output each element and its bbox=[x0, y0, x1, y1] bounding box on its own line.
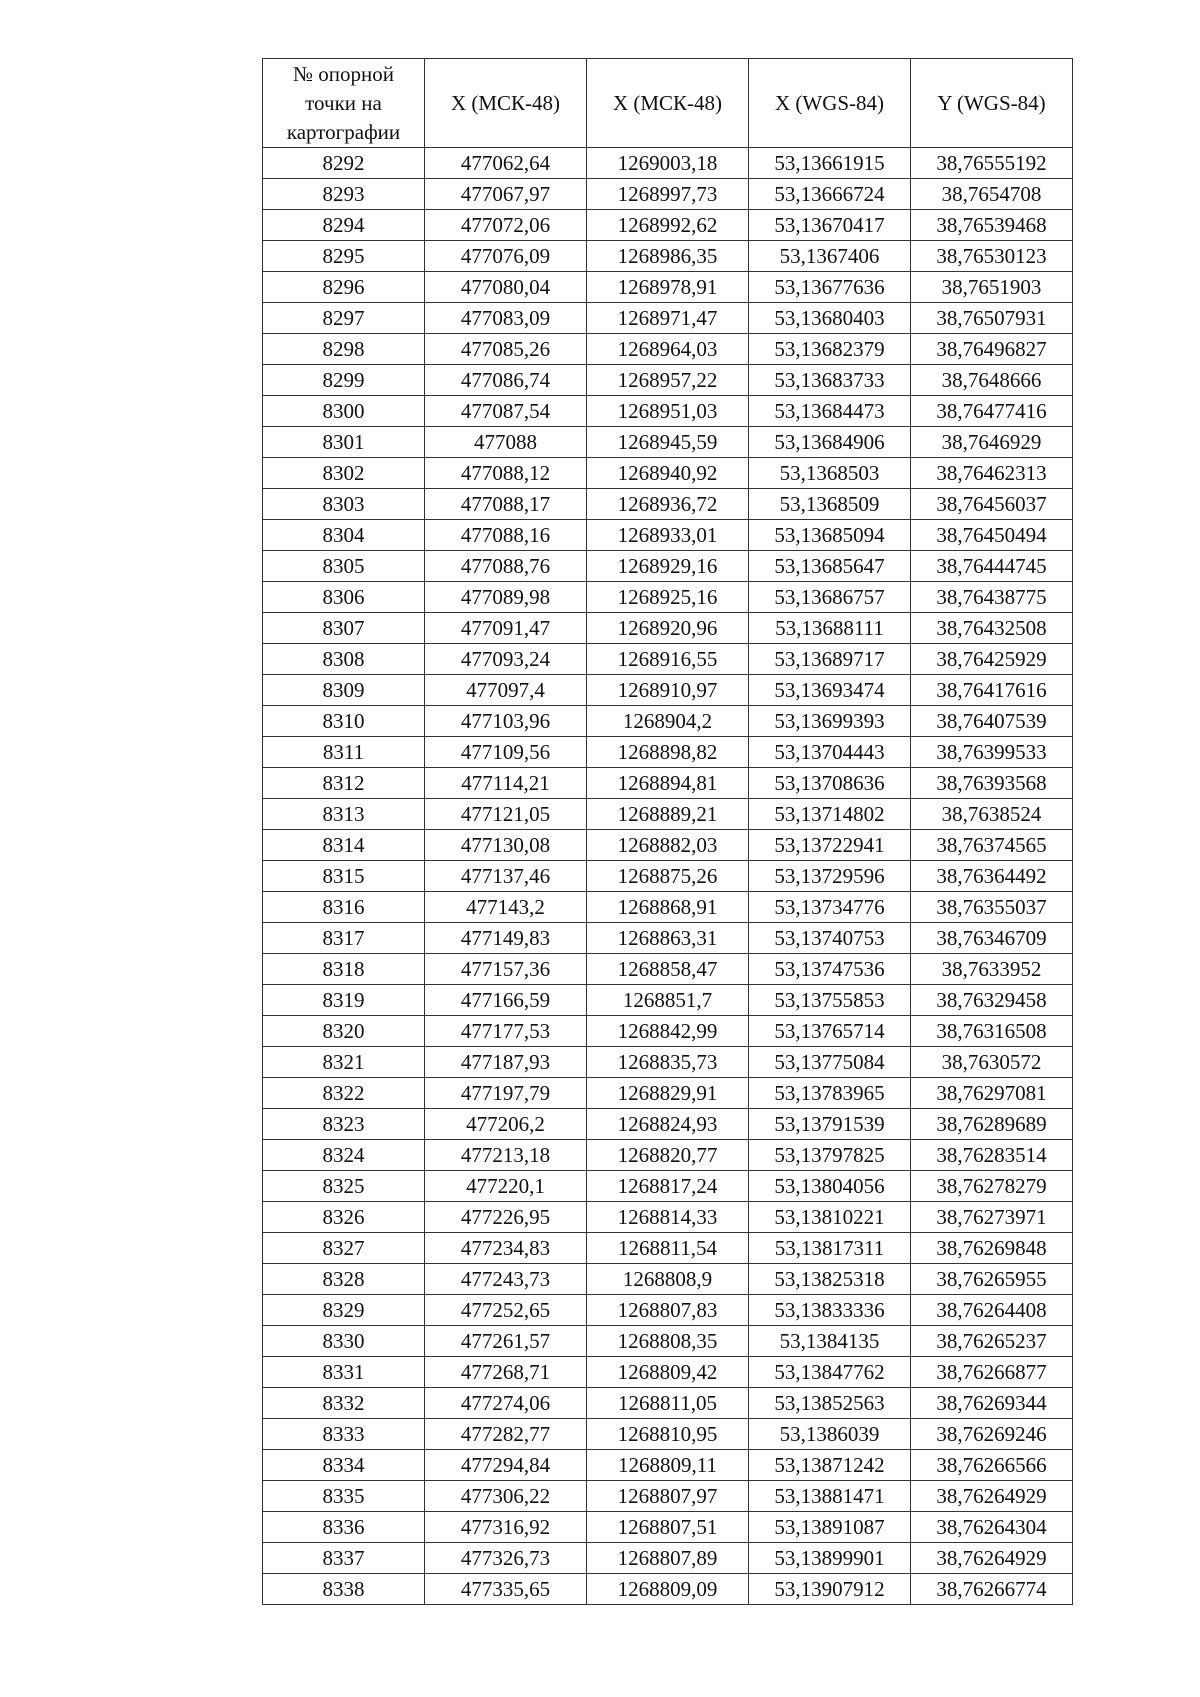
cell-x-wgs84: 53,13685647 bbox=[749, 551, 911, 582]
table-row bbox=[263, 892, 1073, 923]
cell-y-wgs84: 38,76329458 bbox=[911, 985, 1073, 1016]
cell-y-wgs84: 38,76374565 bbox=[911, 830, 1073, 861]
cell-x-msk48: 477121,05 bbox=[425, 799, 587, 830]
cell-point-number: 8315 bbox=[263, 861, 425, 892]
cell-x-wgs84: 53,13747536 bbox=[749, 954, 911, 985]
cell-x-msk48-second: 1268997,73 bbox=[587, 179, 749, 210]
cell-point-number: 8304 bbox=[263, 520, 425, 551]
cell-point-number: 8327 bbox=[263, 1233, 425, 1264]
cell-point-number: 8323 bbox=[263, 1109, 425, 1140]
cell-point-number: 8317 bbox=[263, 923, 425, 954]
cell-x-wgs84: 53,13755853 bbox=[749, 985, 911, 1016]
table-row bbox=[263, 148, 1073, 179]
table-row bbox=[263, 365, 1073, 396]
cell-x-wgs84: 53,13881471 bbox=[749, 1481, 911, 1512]
cell-x-msk48-second: 1268986,35 bbox=[587, 241, 749, 272]
cell-x-msk48-second: 1268868,91 bbox=[587, 892, 749, 923]
cell-x-msk48: 477137,46 bbox=[425, 861, 587, 892]
cell-x-msk48: 477093,24 bbox=[425, 644, 587, 675]
cell-y-wgs84: 38,7633952 bbox=[911, 954, 1073, 985]
cell-x-msk48-second: 1268811,05 bbox=[587, 1388, 749, 1419]
cell-point-number: 8325 bbox=[263, 1171, 425, 1202]
cell-x-wgs84: 53,13684473 bbox=[749, 396, 911, 427]
cell-x-msk48-second: 1268851,7 bbox=[587, 985, 749, 1016]
cell-x-msk48-second: 1268936,72 bbox=[587, 489, 749, 520]
cell-x-wgs84: 53,13693474 bbox=[749, 675, 911, 706]
cell-x-msk48-second: 1268811,54 bbox=[587, 1233, 749, 1264]
cell-y-wgs84: 38,76393568 bbox=[911, 768, 1073, 799]
cell-x-msk48-second: 1268929,16 bbox=[587, 551, 749, 582]
table-row bbox=[263, 1481, 1073, 1512]
cell-y-wgs84: 38,76269848 bbox=[911, 1233, 1073, 1264]
cell-y-wgs84: 38,7630572 bbox=[911, 1047, 1073, 1078]
cell-x-wgs84: 53,13683733 bbox=[749, 365, 911, 396]
cell-y-wgs84: 38,76496827 bbox=[911, 334, 1073, 365]
cell-x-msk48: 477261,57 bbox=[425, 1326, 587, 1357]
table-row bbox=[263, 1078, 1073, 1109]
table-row bbox=[263, 458, 1073, 489]
cell-x-msk48: 477080,04 bbox=[425, 272, 587, 303]
cell-x-wgs84: 53,1368503 bbox=[749, 458, 911, 489]
cell-point-number: 8328 bbox=[263, 1264, 425, 1295]
cell-x-msk48-second: 1268809,11 bbox=[587, 1450, 749, 1481]
cell-point-number: 8300 bbox=[263, 396, 425, 427]
cell-y-wgs84: 38,76264408 bbox=[911, 1295, 1073, 1326]
table-row bbox=[263, 303, 1073, 334]
table-row bbox=[263, 210, 1073, 241]
cell-x-msk48: 477177,53 bbox=[425, 1016, 587, 1047]
header-x-wgs84: X (WGS-84) bbox=[749, 59, 911, 148]
cell-x-msk48: 477226,95 bbox=[425, 1202, 587, 1233]
table-row bbox=[263, 1419, 1073, 1450]
cell-x-msk48: 477149,83 bbox=[425, 923, 587, 954]
cell-y-wgs84: 38,76265237 bbox=[911, 1326, 1073, 1357]
cell-x-msk48: 477062,64 bbox=[425, 148, 587, 179]
cell-point-number: 8312 bbox=[263, 768, 425, 799]
cell-y-wgs84: 38,76444745 bbox=[911, 551, 1073, 582]
cell-x-wgs84: 53,1384135 bbox=[749, 1326, 911, 1357]
cell-x-wgs84: 53,13847762 bbox=[749, 1357, 911, 1388]
cell-point-number: 8303 bbox=[263, 489, 425, 520]
cell-point-number: 8306 bbox=[263, 582, 425, 613]
cell-x-wgs84: 53,13740753 bbox=[749, 923, 911, 954]
cell-point-number: 8298 bbox=[263, 334, 425, 365]
cell-x-msk48: 477166,59 bbox=[425, 985, 587, 1016]
cell-x-msk48-second: 1268940,92 bbox=[587, 458, 749, 489]
cell-y-wgs84: 38,76297081 bbox=[911, 1078, 1073, 1109]
cell-x-msk48-second: 1268916,55 bbox=[587, 644, 749, 675]
cell-y-wgs84: 38,76264304 bbox=[911, 1512, 1073, 1543]
cell-x-wgs84: 53,13666724 bbox=[749, 179, 911, 210]
cell-x-msk48-second: 1268807,51 bbox=[587, 1512, 749, 1543]
cell-point-number: 8322 bbox=[263, 1078, 425, 1109]
table-row bbox=[263, 613, 1073, 644]
cell-y-wgs84: 38,76555192 bbox=[911, 148, 1073, 179]
header-x-msk48-second: X (МСК-48) bbox=[587, 59, 749, 148]
cell-x-wgs84: 53,13797825 bbox=[749, 1140, 911, 1171]
cell-x-msk48: 477103,96 bbox=[425, 706, 587, 737]
cell-x-msk48: 477088,17 bbox=[425, 489, 587, 520]
cell-x-msk48: 477294,84 bbox=[425, 1450, 587, 1481]
cell-x-msk48: 477130,08 bbox=[425, 830, 587, 861]
cell-y-wgs84: 38,76539468 bbox=[911, 210, 1073, 241]
cell-point-number: 8334 bbox=[263, 1450, 425, 1481]
cell-x-msk48-second: 1268824,93 bbox=[587, 1109, 749, 1140]
cell-y-wgs84: 38,7654708 bbox=[911, 179, 1073, 210]
cell-x-wgs84: 53,13791539 bbox=[749, 1109, 911, 1140]
cell-x-msk48-second: 1268809,42 bbox=[587, 1357, 749, 1388]
cell-x-msk48: 477083,09 bbox=[425, 303, 587, 334]
cell-x-msk48-second: 1268814,33 bbox=[587, 1202, 749, 1233]
cell-x-msk48: 477268,71 bbox=[425, 1357, 587, 1388]
header-row bbox=[263, 59, 1073, 148]
cell-y-wgs84: 38,76462313 bbox=[911, 458, 1073, 489]
cell-x-msk48: 477220,1 bbox=[425, 1171, 587, 1202]
cell-x-msk48-second: 1268807,83 bbox=[587, 1295, 749, 1326]
table-row bbox=[263, 1512, 1073, 1543]
table-row bbox=[263, 1574, 1073, 1605]
cell-point-number: 8338 bbox=[263, 1574, 425, 1605]
table-row bbox=[263, 551, 1073, 582]
cell-point-number: 8310 bbox=[263, 706, 425, 737]
cell-y-wgs84: 38,76507931 bbox=[911, 303, 1073, 334]
cell-y-wgs84: 38,76456037 bbox=[911, 489, 1073, 520]
coordinates-table bbox=[262, 58, 1073, 1605]
cell-x-wgs84: 53,13783965 bbox=[749, 1078, 911, 1109]
cell-y-wgs84: 38,7638524 bbox=[911, 799, 1073, 830]
table-row bbox=[263, 1047, 1073, 1078]
cell-point-number: 8324 bbox=[263, 1140, 425, 1171]
cell-point-number: 8314 bbox=[263, 830, 425, 861]
table-row bbox=[263, 241, 1073, 272]
table-row bbox=[263, 334, 1073, 365]
table-row bbox=[263, 1016, 1073, 1047]
table-row bbox=[263, 861, 1073, 892]
cell-y-wgs84: 38,76269246 bbox=[911, 1419, 1073, 1450]
cell-x-msk48-second: 1268842,99 bbox=[587, 1016, 749, 1047]
cell-x-msk48: 477213,18 bbox=[425, 1140, 587, 1171]
cell-y-wgs84: 38,76264929 bbox=[911, 1543, 1073, 1574]
cell-x-msk48-second: 1268820,77 bbox=[587, 1140, 749, 1171]
cell-x-wgs84: 53,13714802 bbox=[749, 799, 911, 830]
table-row bbox=[263, 985, 1073, 1016]
cell-y-wgs84: 38,76273971 bbox=[911, 1202, 1073, 1233]
cell-y-wgs84: 38,7648666 bbox=[911, 365, 1073, 396]
table-row bbox=[263, 272, 1073, 303]
cell-x-msk48: 477086,74 bbox=[425, 365, 587, 396]
cell-y-wgs84: 38,76269344 bbox=[911, 1388, 1073, 1419]
table-row bbox=[263, 830, 1073, 861]
cell-x-msk48: 477088 bbox=[425, 427, 587, 458]
cell-x-wgs84: 53,13704443 bbox=[749, 737, 911, 768]
table-row bbox=[263, 1450, 1073, 1481]
cell-x-msk48: 477326,73 bbox=[425, 1543, 587, 1574]
cell-x-msk48: 477088,12 bbox=[425, 458, 587, 489]
cell-x-msk48: 477072,06 bbox=[425, 210, 587, 241]
table-row bbox=[263, 1140, 1073, 1171]
table-row bbox=[263, 954, 1073, 985]
cell-x-msk48: 477143,2 bbox=[425, 892, 587, 923]
table-row bbox=[263, 1109, 1073, 1140]
cell-x-msk48-second: 1268809,09 bbox=[587, 1574, 749, 1605]
cell-x-wgs84: 53,13670417 bbox=[749, 210, 911, 241]
cell-x-wgs84: 53,13708636 bbox=[749, 768, 911, 799]
cell-point-number: 8318 bbox=[263, 954, 425, 985]
cell-y-wgs84: 38,7651903 bbox=[911, 272, 1073, 303]
cell-x-msk48: 477088,16 bbox=[425, 520, 587, 551]
cell-x-wgs84: 53,13825318 bbox=[749, 1264, 911, 1295]
table-row bbox=[263, 1171, 1073, 1202]
cell-x-wgs84: 53,13682379 bbox=[749, 334, 911, 365]
table-row bbox=[263, 644, 1073, 675]
cell-x-msk48-second: 1268808,9 bbox=[587, 1264, 749, 1295]
table-row bbox=[263, 1295, 1073, 1326]
cell-x-msk48: 477088,76 bbox=[425, 551, 587, 582]
cell-x-msk48-second: 1268858,47 bbox=[587, 954, 749, 985]
cell-point-number: 8329 bbox=[263, 1295, 425, 1326]
cell-x-msk48: 477085,26 bbox=[425, 334, 587, 365]
cell-point-number: 8299 bbox=[263, 365, 425, 396]
cell-x-wgs84: 53,13688111 bbox=[749, 613, 911, 644]
cell-y-wgs84: 38,76346709 bbox=[911, 923, 1073, 954]
cell-point-number: 8307 bbox=[263, 613, 425, 644]
cell-point-number: 8305 bbox=[263, 551, 425, 582]
cell-x-msk48-second: 1268920,96 bbox=[587, 613, 749, 644]
table-row bbox=[263, 1357, 1073, 1388]
cell-x-msk48: 477097,4 bbox=[425, 675, 587, 706]
cell-x-wgs84: 53,13677636 bbox=[749, 272, 911, 303]
cell-x-msk48-second: 1268971,47 bbox=[587, 303, 749, 334]
cell-x-msk48-second: 1268889,21 bbox=[587, 799, 749, 830]
cell-point-number: 8308 bbox=[263, 644, 425, 675]
cell-point-number: 8296 bbox=[263, 272, 425, 303]
cell-point-number: 8320 bbox=[263, 1016, 425, 1047]
cell-x-msk48-second: 1268894,81 bbox=[587, 768, 749, 799]
cell-y-wgs84: 38,76438775 bbox=[911, 582, 1073, 613]
cell-x-msk48-second: 1268933,01 bbox=[587, 520, 749, 551]
cell-x-wgs84: 53,1386039 bbox=[749, 1419, 911, 1450]
cell-x-wgs84: 53,13871242 bbox=[749, 1450, 911, 1481]
cell-x-wgs84: 53,13810221 bbox=[749, 1202, 911, 1233]
cell-point-number: 8313 bbox=[263, 799, 425, 830]
cell-y-wgs84: 38,76266774 bbox=[911, 1574, 1073, 1605]
table-body bbox=[263, 148, 1073, 1605]
table-row bbox=[263, 427, 1073, 458]
table-row bbox=[263, 489, 1073, 520]
cell-x-msk48-second: 1268829,91 bbox=[587, 1078, 749, 1109]
cell-x-wgs84: 53,13734776 bbox=[749, 892, 911, 923]
cell-x-msk48: 477234,83 bbox=[425, 1233, 587, 1264]
cell-x-msk48-second: 1268808,35 bbox=[587, 1326, 749, 1357]
cell-y-wgs84: 38,76266877 bbox=[911, 1357, 1073, 1388]
cell-x-msk48-second: 1268807,89 bbox=[587, 1543, 749, 1574]
cell-x-msk48-second: 1268978,91 bbox=[587, 272, 749, 303]
cell-y-wgs84: 38,76432508 bbox=[911, 613, 1073, 644]
cell-x-msk48-second: 1268817,24 bbox=[587, 1171, 749, 1202]
cell-x-msk48-second: 1268951,03 bbox=[587, 396, 749, 427]
cell-x-wgs84: 53,13685094 bbox=[749, 520, 911, 551]
cell-point-number: 8335 bbox=[263, 1481, 425, 1512]
cell-x-msk48-second: 1268945,59 bbox=[587, 427, 749, 458]
cell-x-msk48-second: 1268875,26 bbox=[587, 861, 749, 892]
cell-x-msk48-second: 1268810,95 bbox=[587, 1419, 749, 1450]
cell-x-wgs84: 53,13907912 bbox=[749, 1574, 911, 1605]
table-row bbox=[263, 520, 1073, 551]
header-y-wgs84: Y (WGS-84) bbox=[911, 59, 1073, 148]
cell-x-wgs84: 53,1367406 bbox=[749, 241, 911, 272]
cell-x-wgs84: 53,13689717 bbox=[749, 644, 911, 675]
cell-x-msk48: 477274,06 bbox=[425, 1388, 587, 1419]
cell-x-wgs84: 53,13804056 bbox=[749, 1171, 911, 1202]
cell-x-wgs84: 53,13699393 bbox=[749, 706, 911, 737]
cell-y-wgs84: 38,76316508 bbox=[911, 1016, 1073, 1047]
table-row bbox=[263, 706, 1073, 737]
cell-x-wgs84: 53,13765714 bbox=[749, 1016, 911, 1047]
table-row bbox=[263, 1388, 1073, 1419]
cell-y-wgs84: 38,76355037 bbox=[911, 892, 1073, 923]
cell-y-wgs84: 38,76364492 bbox=[911, 861, 1073, 892]
cell-point-number: 8336 bbox=[263, 1512, 425, 1543]
header-point-number: № опорной точки на картографии bbox=[263, 59, 425, 148]
cell-point-number: 8333 bbox=[263, 1419, 425, 1450]
cell-y-wgs84: 38,76289689 bbox=[911, 1109, 1073, 1140]
cell-x-wgs84: 53,13817311 bbox=[749, 1233, 911, 1264]
cell-point-number: 8297 bbox=[263, 303, 425, 334]
cell-x-wgs84: 53,13680403 bbox=[749, 303, 911, 334]
table-row bbox=[263, 1264, 1073, 1295]
table-row bbox=[263, 582, 1073, 613]
cell-x-msk48: 477316,92 bbox=[425, 1512, 587, 1543]
cell-x-msk48-second: 1268863,31 bbox=[587, 923, 749, 954]
cell-x-msk48: 477306,22 bbox=[425, 1481, 587, 1512]
cell-x-wgs84: 53,13684906 bbox=[749, 427, 911, 458]
cell-x-msk48: 477076,09 bbox=[425, 241, 587, 272]
table-row bbox=[263, 675, 1073, 706]
cell-y-wgs84: 38,7646929 bbox=[911, 427, 1073, 458]
cell-y-wgs84: 38,76450494 bbox=[911, 520, 1073, 551]
table-header bbox=[263, 59, 1073, 148]
cell-x-msk48-second: 1268957,22 bbox=[587, 365, 749, 396]
cell-x-msk48-second: 1268835,73 bbox=[587, 1047, 749, 1078]
table-row bbox=[263, 1326, 1073, 1357]
cell-point-number: 8332 bbox=[263, 1388, 425, 1419]
cell-point-number: 8319 bbox=[263, 985, 425, 1016]
table-row bbox=[263, 179, 1073, 210]
cell-x-msk48-second: 1268925,16 bbox=[587, 582, 749, 613]
table-row bbox=[263, 1543, 1073, 1574]
cell-y-wgs84: 38,76530123 bbox=[911, 241, 1073, 272]
cell-x-msk48: 477157,36 bbox=[425, 954, 587, 985]
cell-x-wgs84: 53,13852563 bbox=[749, 1388, 911, 1419]
cell-x-msk48: 477089,98 bbox=[425, 582, 587, 613]
cell-x-msk48: 477114,21 bbox=[425, 768, 587, 799]
cell-y-wgs84: 38,76407539 bbox=[911, 706, 1073, 737]
cell-point-number: 8295 bbox=[263, 241, 425, 272]
cell-x-wgs84: 53,13775084 bbox=[749, 1047, 911, 1078]
cell-x-msk48: 477067,97 bbox=[425, 179, 587, 210]
cell-x-wgs84: 53,13661915 bbox=[749, 148, 911, 179]
cell-point-number: 8302 bbox=[263, 458, 425, 489]
table-row bbox=[263, 799, 1073, 830]
cell-x-msk48: 477087,54 bbox=[425, 396, 587, 427]
cell-x-msk48: 477206,2 bbox=[425, 1109, 587, 1140]
cell-x-msk48-second: 1268992,62 bbox=[587, 210, 749, 241]
cell-y-wgs84: 38,76278279 bbox=[911, 1171, 1073, 1202]
cell-point-number: 8294 bbox=[263, 210, 425, 241]
cell-x-msk48-second: 1268882,03 bbox=[587, 830, 749, 861]
cell-point-number: 8311 bbox=[263, 737, 425, 768]
table-row bbox=[263, 1202, 1073, 1233]
cell-x-msk48: 477109,56 bbox=[425, 737, 587, 768]
cell-point-number: 8330 bbox=[263, 1326, 425, 1357]
cell-x-wgs84: 53,13899901 bbox=[749, 1543, 911, 1574]
cell-y-wgs84: 38,76266566 bbox=[911, 1450, 1073, 1481]
cell-x-msk48-second: 1268964,03 bbox=[587, 334, 749, 365]
table-row bbox=[263, 768, 1073, 799]
cell-point-number: 8331 bbox=[263, 1357, 425, 1388]
table-row bbox=[263, 396, 1073, 427]
cell-x-wgs84: 53,13729596 bbox=[749, 861, 911, 892]
cell-y-wgs84: 38,76399533 bbox=[911, 737, 1073, 768]
cell-point-number: 8316 bbox=[263, 892, 425, 923]
cell-y-wgs84: 38,76265955 bbox=[911, 1264, 1073, 1295]
cell-point-number: 8326 bbox=[263, 1202, 425, 1233]
table-row bbox=[263, 923, 1073, 954]
cell-point-number: 8321 bbox=[263, 1047, 425, 1078]
cell-y-wgs84: 38,76417616 bbox=[911, 675, 1073, 706]
cell-x-wgs84: 53,13722941 bbox=[749, 830, 911, 861]
cell-x-msk48: 477243,73 bbox=[425, 1264, 587, 1295]
cell-x-msk48-second: 1268898,82 bbox=[587, 737, 749, 768]
cell-y-wgs84: 38,76264929 bbox=[911, 1481, 1073, 1512]
cell-x-msk48-second: 1269003,18 bbox=[587, 148, 749, 179]
cell-x-wgs84: 53,13891087 bbox=[749, 1512, 911, 1543]
cell-point-number: 8309 bbox=[263, 675, 425, 706]
cell-x-msk48-second: 1268807,97 bbox=[587, 1481, 749, 1512]
cell-point-number: 8301 bbox=[263, 427, 425, 458]
cell-x-msk48-second: 1268910,97 bbox=[587, 675, 749, 706]
cell-x-msk48: 477252,65 bbox=[425, 1295, 587, 1326]
cell-x-msk48: 477335,65 bbox=[425, 1574, 587, 1605]
cell-x-wgs84: 53,13686757 bbox=[749, 582, 911, 613]
cell-point-number: 8293 bbox=[263, 179, 425, 210]
cell-x-msk48-second: 1268904,2 bbox=[587, 706, 749, 737]
cell-point-number: 8292 bbox=[263, 148, 425, 179]
header-x-msk48: X (МСК-48) bbox=[425, 59, 587, 148]
cell-point-number: 8337 bbox=[263, 1543, 425, 1574]
cell-x-wgs84: 53,13833336 bbox=[749, 1295, 911, 1326]
cell-y-wgs84: 38,76425929 bbox=[911, 644, 1073, 675]
cell-x-msk48: 477282,77 bbox=[425, 1419, 587, 1450]
table-row bbox=[263, 1233, 1073, 1264]
cell-y-wgs84: 38,76477416 bbox=[911, 396, 1073, 427]
cell-x-msk48: 477187,93 bbox=[425, 1047, 587, 1078]
cell-y-wgs84: 38,76283514 bbox=[911, 1140, 1073, 1171]
cell-x-msk48: 477197,79 bbox=[425, 1078, 587, 1109]
table-row bbox=[263, 737, 1073, 768]
cell-x-msk48: 477091,47 bbox=[425, 613, 587, 644]
cell-x-wgs84: 53,1368509 bbox=[749, 489, 911, 520]
